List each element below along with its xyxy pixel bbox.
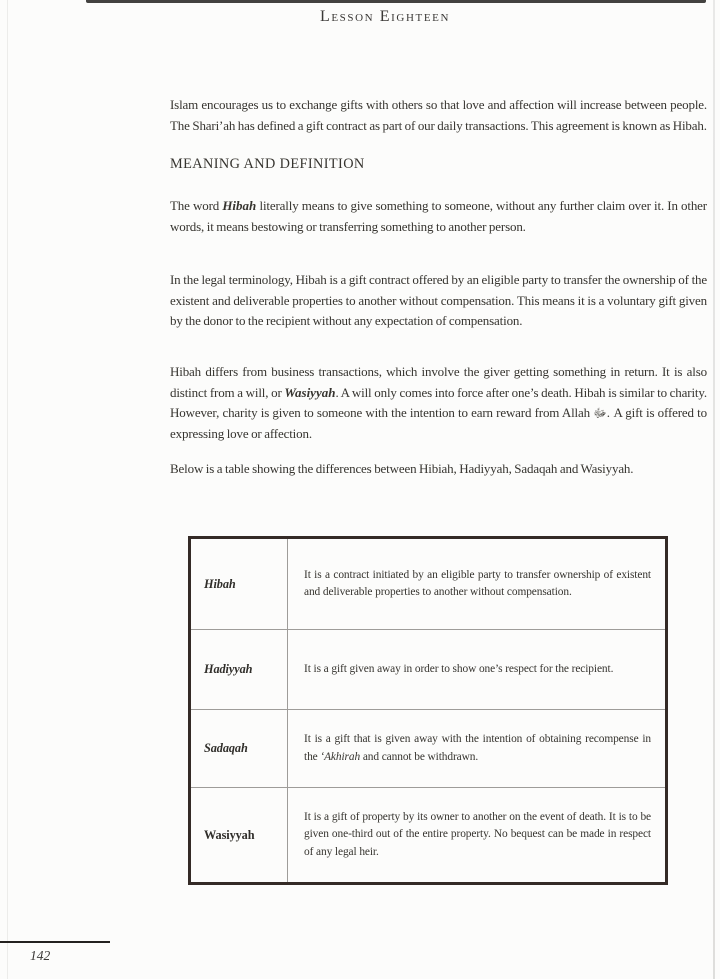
term-akhirah-inline: ‘Akhirah: [320, 750, 361, 763]
table-row-sadaqah: [190, 710, 667, 788]
paragraph-text: The word: [170, 198, 223, 213]
definition-cell: It is a gift of property by its owner to another on the event of death. It is to be given one-third out of the entire property. No bequest can be made in respect of any legal heir.: [288, 788, 667, 884]
scan-right-edge: [713, 0, 715, 979]
intro-paragraph: Islam encourages us to exchange gifts with others so that love and affection will increase between people. The Shari’ah has defined a gift contract as part of our daily transactions. This agreement is known as Hibah.: [170, 97, 707, 133]
section-heading: MEANING AND DEFINITION: [170, 156, 365, 172]
table-row-hibah: [190, 538, 667, 630]
definition-cell: It is a gift given away in order to show one’s respect for the recipient.: [288, 630, 667, 710]
paragraph-text: . A will only comes into force after one’s death. Hibah is similar to charity. However, charity is given to someone with the intention to earn reward from Allah: [170, 384, 707, 421]
allah-honorific-symbol: ﷻ: [593, 406, 607, 421]
page-header-title: Lesson Eighteen: [319, 8, 451, 25]
definition-cell: [288, 710, 667, 788]
comparison-table: [188, 536, 668, 885]
term-cell: Wasiyyah: [190, 788, 288, 884]
term-wasiyyah-inline: Wasiyyah: [284, 384, 336, 400]
table-intro-paragraph: Below is a table showing the differences between Hibiah, Hadiyyah, Sadaqah and Wasiyyah.: [170, 461, 634, 476]
term-cell: Hadiyyah: [190, 630, 288, 710]
comparison-paragraph: [170, 362, 707, 445]
paragraph-text: Hibah differs from business transactions, which involve the giver getting something in return. It is also distinct from a will, or: [170, 364, 707, 400]
paragraph-text: . A gift is offered to expressing love or affection.: [170, 405, 707, 442]
term-hibah-inline: Hibah: [222, 198, 257, 213]
definition-text: It is a gift that is given away with the intention of obtaining recompense in the: [304, 733, 651, 763]
page-number: 142: [30, 948, 51, 963]
footer-rule: [0, 941, 110, 943]
legal-terminology-paragraph: In the legal terminology, Hibah is a gift contract offered by an eligible party to transfer the ownership of the existent and deliverable properties to another without compensation. This means it is a voluntary gift given by the donor to the recipient without any expectation of compensation.: [170, 272, 707, 329]
definition-paragraph: [170, 196, 707, 237]
table-row-hadiyyah: [190, 630, 667, 710]
term-cell: Hibah: [190, 538, 288, 630]
term-cell: Sadaqah: [190, 710, 288, 788]
scan-top-edge: [86, 0, 706, 3]
table-row-wasiyyah: [190, 788, 667, 884]
definition-text: and cannot be withdrawn.: [360, 750, 479, 763]
scan-left-edge: [7, 0, 8, 979]
definition-cell: It is a contract initiated by an eligible party to transfer ownership of existent and deliverable properties to another without compensation.: [288, 538, 667, 630]
paragraph-text: literally means to give something to someone, without any further claim over it. In other words, it means bestowing or transferring something to another person.: [170, 198, 707, 234]
